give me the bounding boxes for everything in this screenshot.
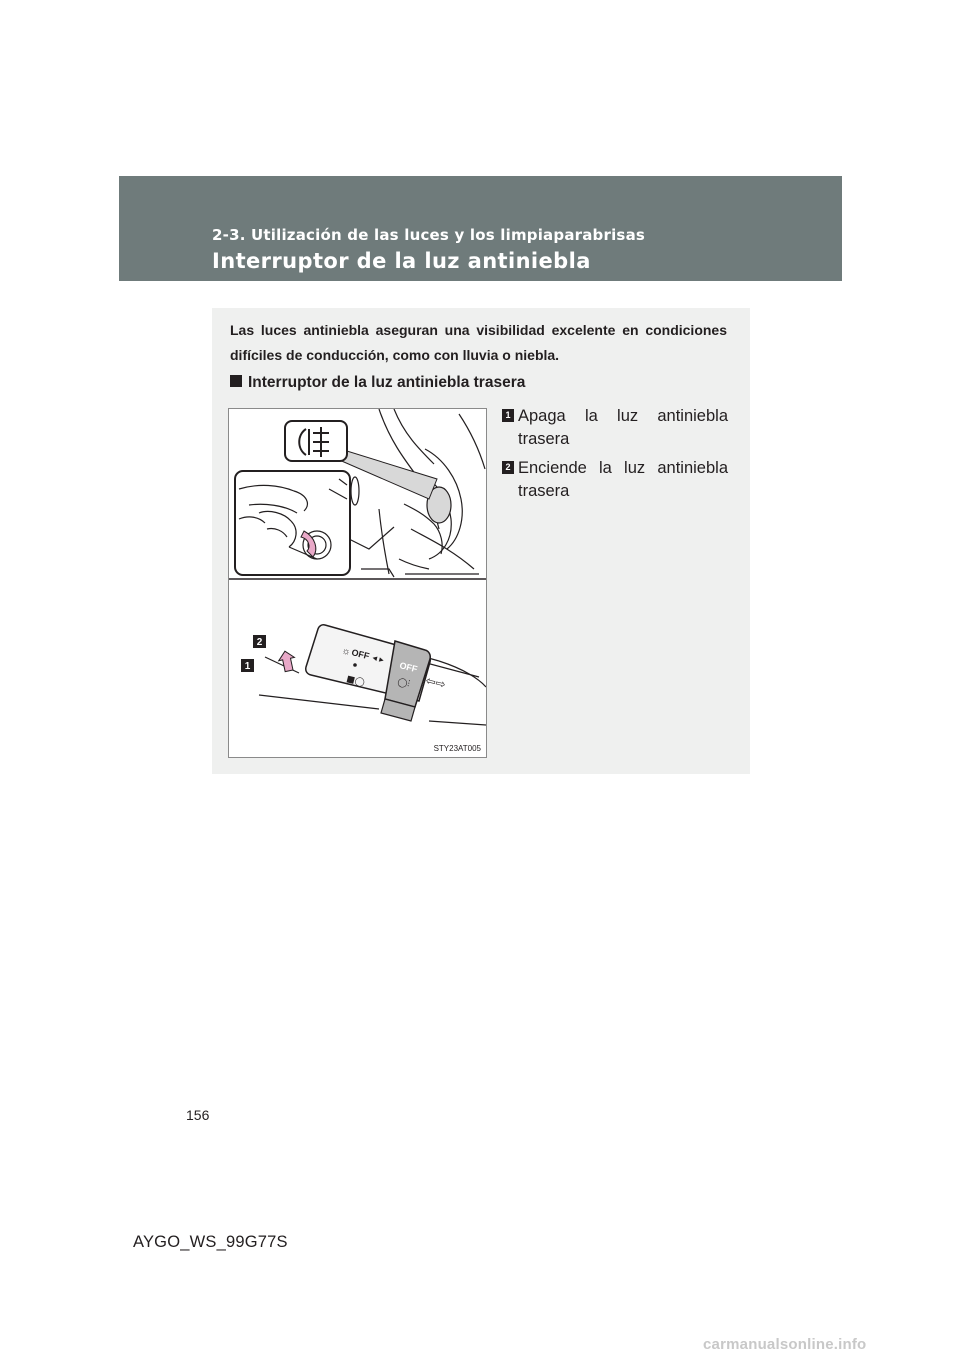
document-code: AYGO_WS_99G77S: [133, 1233, 288, 1251]
subheading-text: Interruptor de la luz antiniebla trasera: [248, 374, 526, 391]
list-item: [502, 405, 728, 451]
step-number-badge: 1: [502, 409, 514, 422]
turn-signal-icon: ⇦⇨: [424, 673, 448, 692]
step-text: Enciende la luz antiniebla trasera: [518, 459, 728, 500]
figure-illustration: [228, 408, 487, 758]
section-header: [119, 176, 842, 281]
content-panel: [212, 308, 750, 774]
svg-text:☼: ☼: [340, 645, 352, 659]
watermark: carmanualsonline.info: [703, 1336, 867, 1353]
step-list: [502, 405, 728, 509]
up-arrow-icon: [277, 650, 297, 673]
bullet-square-icon: [230, 375, 242, 387]
section-title: 2-3. Utilización de las luces y los limpiaparabrisas: [212, 226, 646, 244]
step-number-badge: 2: [502, 461, 514, 474]
callout-label-1: 1: [244, 661, 251, 672]
svg-text:◯⫶: ◯⫶: [396, 677, 411, 690]
switch-off-label-1: OFF: [350, 647, 371, 662]
step-text: Apaga la luz antiniebla trasera: [518, 407, 728, 448]
figure-code: STY23AT005: [433, 744, 481, 753]
switch-off-label-2: OFF: [398, 660, 419, 675]
fog-light-switch-illustration: [229, 409, 486, 757]
page-number: 156: [186, 1107, 210, 1123]
svg-text:■◯: ■◯: [345, 674, 366, 689]
page-title: Interruptor de la luz antiniebla: [212, 249, 591, 273]
subheading: [230, 374, 525, 392]
callout-label-2: 2: [256, 637, 263, 648]
list-item: [502, 457, 728, 503]
svg-text:◂ ▸: ◂ ▸: [371, 652, 386, 665]
intro-text: Las luces antiniebla aseguran una visibilidad excelente en condiciones difíciles de conducción, como con lluvia o niebla.: [230, 322, 727, 363]
